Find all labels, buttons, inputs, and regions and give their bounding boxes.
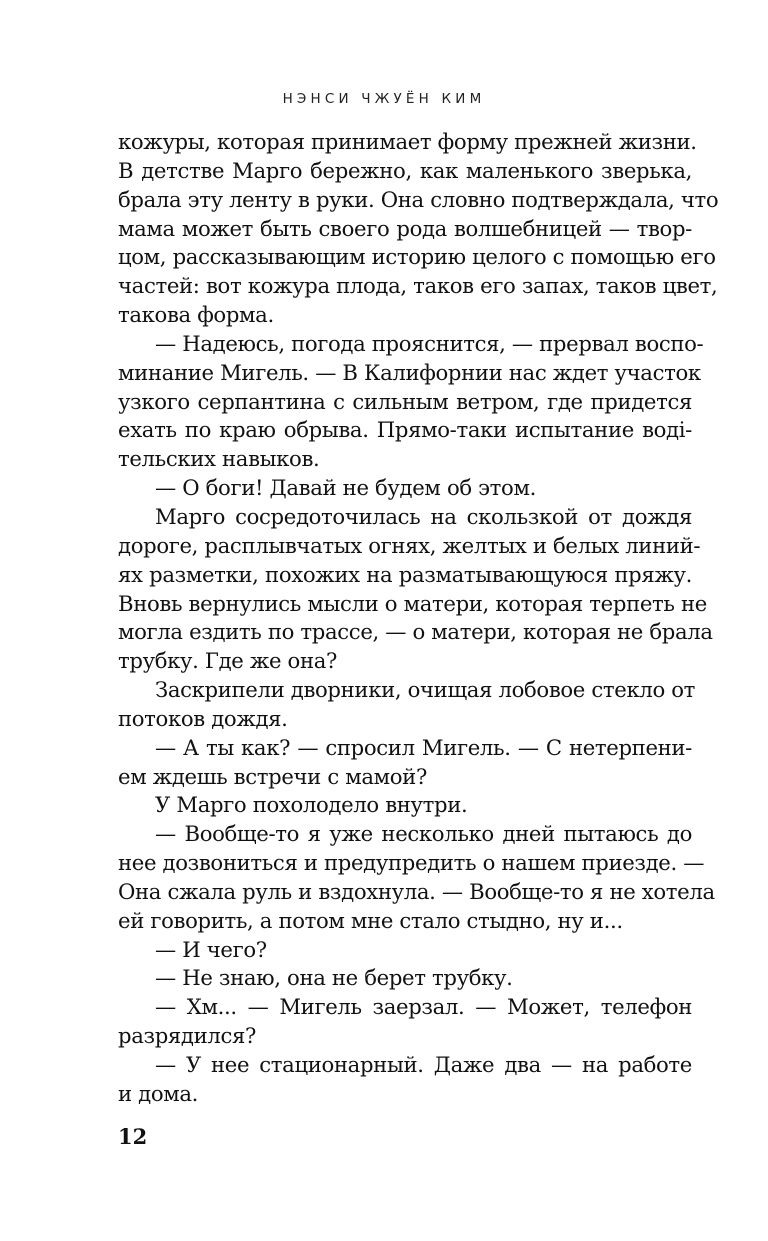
text-line: Марго сосредоточилась на скользкой от дождя <box>155 503 692 529</box>
text-line: — Вообще-то я уже несколько дней пытаюсь до <box>155 821 692 847</box>
text-line: — Не знаю, она не берет трубку. <box>155 965 513 991</box>
text-line: У Марго похолодело внутри. <box>155 792 468 818</box>
text-line: могла ездить по трассе, — о матери, которая не брала <box>118 619 713 645</box>
text-line: и дома. <box>118 1080 199 1106</box>
text-line: — О боги! Давай не будем об этом. <box>155 475 536 501</box>
text-line: тельских навыков. <box>118 446 320 472</box>
text-line: минание Мигель. — В Калифорнии нас ждет участок <box>118 359 701 385</box>
text-line: — Хм... — Мигель заерзал. — Может, телефон <box>155 994 692 1020</box>
text-line: ехать по краю обрыва. Прямо-таки испытание водi- <box>118 417 692 443</box>
text-line: Она сжала руль и вздохнула. — Вообще-то я не хотела <box>118 878 715 904</box>
body-text <box>118 128 719 1109</box>
text-line: — У нее стационарный. Даже два — на работе <box>155 1052 692 1077</box>
text-line: брала эту ленту в руки. Она словно подтверждала, что <box>118 186 719 212</box>
text-line: узкого серпантина с сильным ветром, где придется <box>118 388 692 414</box>
text-line: кожуры, которая принимает форму прежней жизни. <box>118 129 697 154</box>
text-line: цом, рассказывающим историю целого с помощью его <box>118 244 716 270</box>
text-line: — И чего? <box>155 936 267 962</box>
text-line: Заскрипели дворники, очищая лобовое стекло от <box>155 677 696 703</box>
text-line: ях разметки, похожих на разматывающуюся пряжу. <box>118 561 692 587</box>
text-line: — Надеюсь, погода прояснится, — прервал воспо- <box>155 330 704 356</box>
text-line: — А ты как? — спросил Мигель. — С нетерпени- <box>155 734 692 760</box>
text-line: разрядился? <box>118 1023 257 1049</box>
text-line: нее дозвониться и предупредить о нашем приезде. — <box>118 850 705 876</box>
text-line: частей: вот кожура плода, таков его запах, таков цвет, <box>118 273 718 299</box>
text-line: трубку. Где же она? <box>118 648 338 674</box>
text-line: ем ждешь встречи с мамой? <box>118 763 427 789</box>
text-line: Вновь вернулись мысли о матери, которая терпеть не <box>118 590 707 616</box>
text-line: дороге, расплывчатых огнях, желтых и белых линий- <box>118 532 701 558</box>
text-line: ей говорить, а потом мне стало стыдно, ну и... <box>118 907 623 933</box>
text-line: В детстве Марго бережно, как маленького зверька, <box>118 157 692 183</box>
text-line: потоков дождя. <box>118 705 288 731</box>
text-line: такова форма. <box>118 302 274 328</box>
text-line: мама может быть своего рода волшебницей — твор- <box>118 215 692 241</box>
page-number: 12 <box>118 1124 148 1149</box>
running-header: НЭНСИ ЧЖУЁН КИМ <box>282 91 486 107</box>
